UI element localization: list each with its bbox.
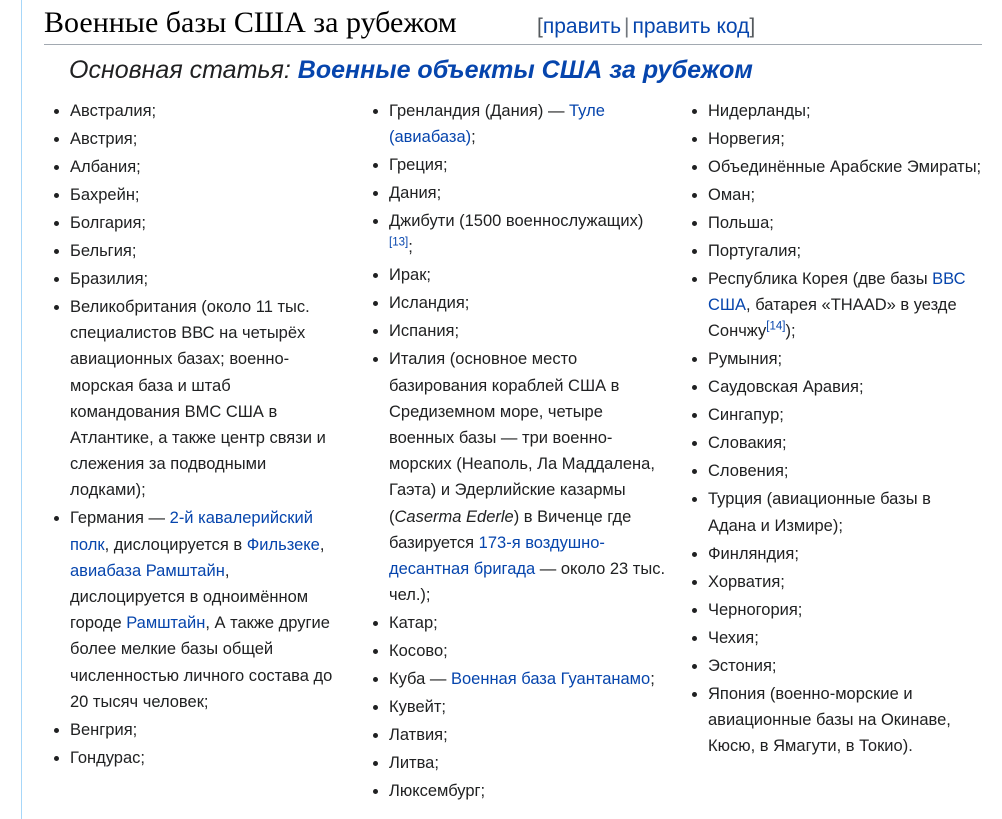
list-item (693, 374, 983, 400)
list-item-text: Литва; (389, 754, 439, 773)
list-item (374, 290, 666, 316)
list-item-text: Австралия; (70, 102, 157, 120)
list-item-text: Хорватия; (708, 572, 785, 591)
hatnote-main-article-link[interactable]: Военные объекты США за рубежом (297, 56, 753, 84)
list-item-text: Бразилия; (70, 270, 149, 288)
hatnote-prefix: Основная статья: (69, 56, 291, 84)
list-item (374, 262, 666, 288)
list-item (693, 402, 983, 428)
thule-airbase-link[interactable]: Туле (авиабаза) (389, 102, 605, 147)
list-item-text: Катар; (389, 614, 438, 633)
list-item (374, 98, 666, 150)
list-item-text: — (143, 509, 170, 528)
list-item-text: , (319, 535, 325, 554)
content-left-border (21, 0, 22, 819)
list-item (374, 694, 666, 720)
list-item-text: Исландия; (389, 294, 470, 313)
country-list-column-3 (693, 98, 983, 761)
list-item-text: Япония (военно-морские и авиационные базы на Окинаве, Кюсю, в Ямагути, в Токио). (708, 684, 951, 756)
edit-bracket-open: [ (537, 15, 543, 38)
list-item-text: , дислоцируется в одноимённом городе (70, 561, 309, 633)
list-item-text: Ирак; (389, 266, 432, 285)
list-item (374, 152, 666, 178)
edit-link[interactable]: править (542, 15, 622, 38)
list-item-text: Бельгия; (70, 242, 137, 260)
list-item-text: Румыния; (708, 350, 783, 369)
reference-14-link[interactable]: [14] (766, 320, 786, 333)
list-item (55, 266, 345, 292)
cavalry-regiment-link[interactable]: 2-й кавалерийский полк (70, 509, 313, 554)
list-item-text: Дания; (389, 184, 442, 203)
list-item (693, 681, 983, 760)
list-item-text: , батарея «THAAD» в уезде Сончжу (708, 296, 957, 341)
hatnote (69, 56, 753, 85)
ramstein-link[interactable]: Рамштайн (126, 614, 206, 633)
list-item-text: Люксембург; (389, 782, 486, 801)
list-item-text: Латвия; (389, 726, 448, 745)
list-item-text: Венгрия; (70, 720, 138, 739)
list-item-text: Италия (основное место базирования кораблей США в Средиземном море, четыре военных базы — три военно-морских (Неаполь, Ла Маддалена, Гаэта) и Эдерлийские казармы ( (389, 350, 655, 526)
list-item-text: Эстония; (708, 656, 777, 675)
list-item-text: Объединённые Арабские Эмираты; (708, 158, 982, 176)
country-list-column-1 (55, 98, 345, 773)
list-item (693, 346, 983, 372)
list-item (693, 458, 983, 484)
list-item-text: Норвегия; (708, 130, 785, 148)
caserma-ederle-italic: Caserma Ederle (394, 507, 514, 526)
edit-source-link[interactable]: править код (632, 15, 750, 38)
list-item-text: — около 23 тыс. чел.); (389, 560, 666, 605)
list-item (55, 210, 345, 236)
list-item-text: ; (471, 128, 476, 147)
list-item (374, 778, 666, 804)
list-item (55, 126, 345, 152)
list-item-text: Финляндия; (708, 544, 799, 563)
list-item-text: ); (785, 322, 796, 341)
list-item (693, 126, 983, 152)
list-item (55, 154, 345, 180)
list-item (693, 210, 983, 236)
list-item-text: Джибути (1500 военнослужащих) (389, 212, 644, 231)
list-item-text: Гренландия (Дания) — (389, 102, 570, 120)
list-item (374, 208, 666, 260)
list-item (693, 597, 983, 623)
list-item (374, 666, 666, 692)
list-item (374, 638, 666, 664)
list-item (374, 318, 666, 344)
list-item-text: Турция (авиационные базы в Адана и Измире); (708, 490, 931, 535)
filzeke-link[interactable]: Фильзеке (246, 535, 320, 554)
airborne-brigade-link[interactable]: 173-я воздушно-десантная бригада (389, 533, 605, 579)
list-item (55, 745, 345, 771)
list-item (374, 750, 666, 776)
list-item-text: Испания; (389, 322, 460, 341)
list-item-text: Польша; (708, 214, 774, 232)
list-item (374, 180, 666, 206)
list-item-text: Нидерланды; (708, 102, 811, 120)
usaf-link[interactable]: ВВС США (708, 270, 966, 315)
list-item-text: ; (408, 238, 413, 257)
list-item-text: Португалия; (708, 242, 802, 260)
list-item-text: Великобритания (около 11 тыс. специалистов ВВС на четырёх авиационных базах; военно-морская база и штаб командования ВМС США в Атлантике, а также центр связи и слежения за подводными лодками); (70, 298, 326, 500)
list-item (693, 569, 983, 595)
list-item (693, 486, 983, 538)
list-item (693, 625, 983, 651)
list-item-text: ) в Виченце где базируется (389, 507, 632, 552)
list-item-text: Кувейт; (389, 698, 446, 717)
edit-bracket-close: ] (749, 15, 756, 38)
list-item-text: Бахрейн; (70, 186, 140, 204)
list-item (693, 182, 983, 208)
list-item-text: Греция; (389, 156, 448, 175)
list-item (55, 182, 345, 208)
list-item-text: Саудовская Аравия; (708, 378, 864, 397)
list-item-text: Гондурас; (70, 748, 145, 767)
list-item (693, 154, 983, 180)
list-item (55, 717, 345, 743)
list-item (693, 430, 983, 456)
list-item-text: Сингапур; (708, 406, 784, 425)
list-item-text: Словения; (708, 462, 789, 481)
list-item-text: Косово; (389, 642, 448, 661)
list-item (374, 722, 666, 748)
ramstein-airbase-link[interactable]: авиабаза Рамштайн (70, 561, 225, 580)
list-item (693, 238, 983, 264)
list-item (693, 541, 983, 567)
list-item-text: Болгария; (70, 214, 147, 232)
list-item-text: Германия (70, 509, 144, 528)
list-item-text: , дислоцируется в (104, 535, 247, 554)
list-item (374, 346, 666, 608)
list-item (55, 294, 345, 504)
list-item (693, 98, 983, 124)
guantanamo-link[interactable]: Военная база Гуантанамо (450, 670, 651, 689)
list-item-text: Черногория; (708, 600, 803, 619)
list-item (693, 266, 983, 345)
reference-13-link[interactable]: [13] (389, 236, 409, 249)
list-item-text: Куба — (389, 670, 451, 689)
list-item-text: Словакия; (708, 434, 787, 453)
country-list-column-2 (374, 98, 666, 806)
section-heading (44, 4, 982, 45)
edit-section-links (537, 15, 755, 39)
list-item-text: ; (650, 670, 655, 689)
list-item (55, 98, 345, 124)
list-item (693, 653, 983, 679)
list-item-text: Албания; (70, 158, 141, 176)
list-item-text: Австрия; (70, 130, 138, 148)
list-item (55, 505, 345, 715)
list-item (55, 238, 345, 264)
list-item-text: Чехия; (708, 628, 759, 647)
section-title: Военные базы США за рубежом (44, 6, 457, 39)
edit-separator: | (624, 15, 630, 38)
list-item-text: , А также другие более мелкие базы общей численностью личного состава до 20 тысяч человек; (70, 614, 333, 711)
list-item (374, 610, 666, 636)
list-item-text: Республика Корея (две базы (708, 270, 933, 288)
list-item-text: Оман; (708, 186, 756, 204)
